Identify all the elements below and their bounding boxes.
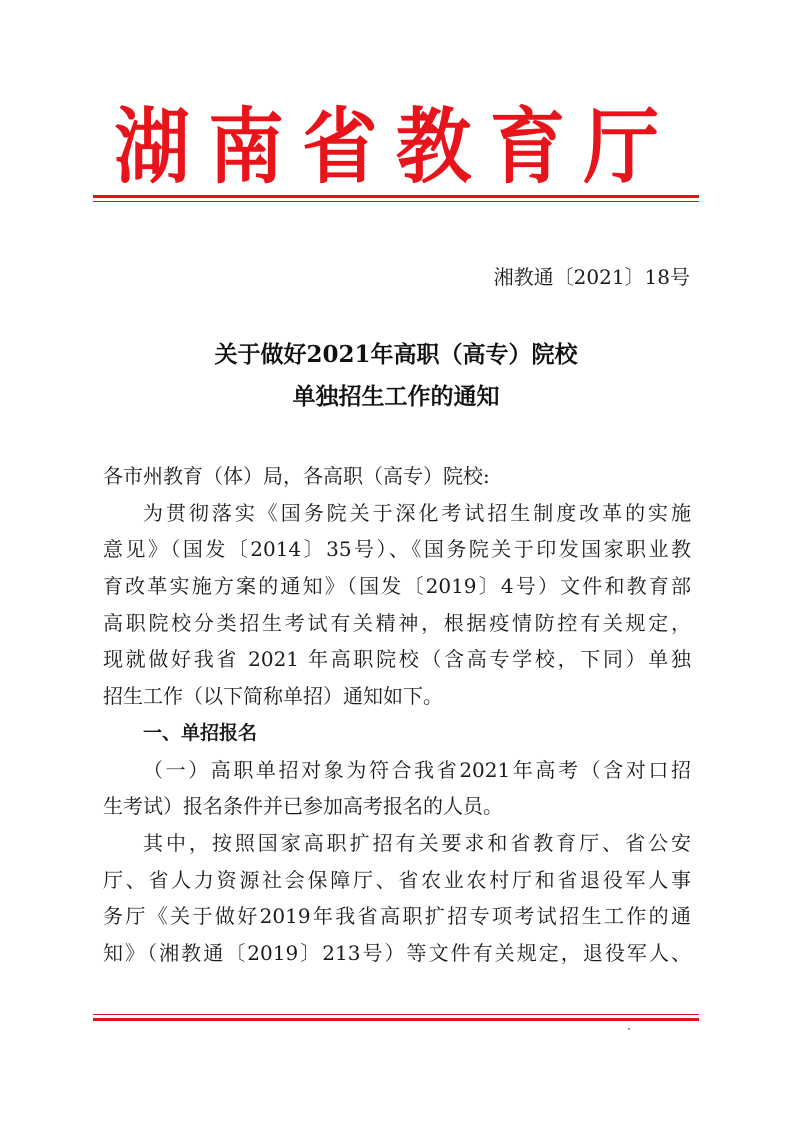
document-body [103, 458, 691, 972]
paragraph-line: 务厅《关于做好2019年我省高职扩招专项考试招生工作的通 [103, 904, 691, 929]
intro-line: 现就做好我省 2021 年高职院校（含高专学校，下同）单独 [103, 647, 691, 672]
document-title-line-1: 关于做好2021年高职（高专）院校 [214, 341, 578, 368]
masthead-rule-thin [93, 201, 699, 202]
intro-line: 招生工作（以下简称单招）通知如下。 [103, 684, 443, 709]
page-mark [628, 1028, 630, 1030]
paragraph-line: 厅、省人力资源社会保障厅、省农业农村厅和省退役军人事 [103, 867, 691, 892]
intro-line: 为贯彻落实《国务院关于深化考试招生制度改革的实施 [143, 500, 691, 525]
section-heading-registration: 一、单招报名 [143, 721, 258, 744]
intro-line: 育改革实施方案的通知》（国发〔2019〕4号）文件和教育部 [103, 574, 691, 599]
masthead-rule-thick [93, 195, 699, 198]
intro-line: 意见》（国发〔2014〕35号）、《国务院关于印发国家职业教 [103, 537, 691, 562]
paragraph-line: 其中，按照国家高职扩招有关要求和省教育厅、省公安 [143, 830, 691, 855]
document-number: 湘教通〔2021〕18号 [493, 265, 690, 289]
salutation: 各市州教育（体）局，各高职（高专）院校: [103, 464, 490, 488]
footer-rule-thick [93, 1018, 699, 1021]
paragraph-line: 生考试）报名条件并已参加高考报名的人员。 [103, 794, 503, 819]
paragraph-line: （一）高职单招对象为符合我省2021年高考（含对口招 [143, 757, 691, 782]
intro-line: 高职院校分类招生考试有关精神，根据疫情防控有关规定， [103, 610, 691, 635]
issuer-masthead: 湖南省教育厅 [114, 99, 678, 195]
footer-rule-thin [93, 1014, 699, 1015]
paragraph-line: 知》（湘教通〔2019〕213号）等文件有关规定，退役军人、 [103, 940, 691, 965]
document-title-line-2: 单独招生工作的通知 [292, 383, 500, 410]
